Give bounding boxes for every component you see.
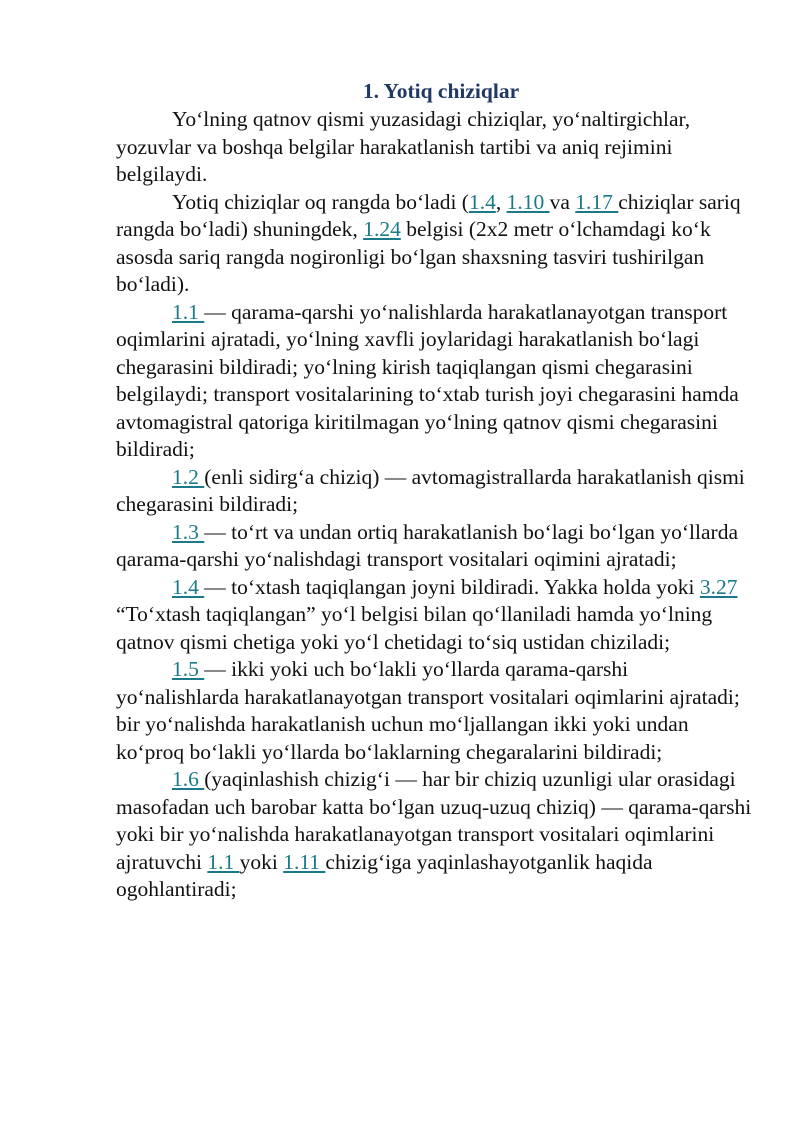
- text: Yotiq chiziqlar oq rangda bo‘ladi (: [172, 189, 469, 214]
- link-1-1-b[interactable]: 1.1: [207, 849, 240, 874]
- paragraph-colors: [116, 189, 756, 299]
- link-1-2[interactable]: 1.2: [172, 464, 205, 489]
- text: — qarama-qarshi yo‘nalishlarda harakatlanayotgan transport oqimlarini ajratadi, yo‘lning xavfli joylaridagi harakatlanish bo‘lagi chegarasini bildiradi; yo‘lning kirish taqiqlangan qismi chegarasini belgilaydi; transport vositalarining to‘xtab turish joyi chegarasini hamda avtomagistral qatoriga kiritilmagan yo‘lning qatnov qismi chegarasini bildiradi;: [116, 299, 739, 461]
- link-1-24[interactable]: 1.24: [363, 217, 401, 241]
- paragraph-1-6: [116, 766, 756, 904]
- paragraph-1-1: [116, 299, 756, 464]
- text: “To‘xtash taqiqlangan” yo‘l belgisi bilan qo‘llaniladi hamda yo‘lning qatnov qismi chetiga yoki yo‘l chetidagi to‘siq ustidan chiziladi;: [116, 602, 713, 654]
- text: — to‘rt va undan ortiq harakatlanish bo‘lagi bo‘lgan yo‘llarda qarama-qarshi yo‘nalishdagi transport vositalari oqimini ajratadi;: [116, 519, 739, 571]
- paragraph-1-2: [116, 464, 756, 519]
- text: va: [549, 189, 576, 214]
- text: — to‘xtash taqiqlangan joyni bildiradi. Yakka holda yoki: [204, 574, 700, 599]
- link-1-4[interactable]: 1.4: [468, 189, 496, 214]
- text: belgisi (2x2 metr o‘lchamdagi ko‘k asosda sariq rangda nogironligi bo‘lgan shaxsning tasviri tushirilgan bo‘ladi).: [116, 217, 711, 296]
- link-1-5[interactable]: 1.5: [172, 657, 205, 681]
- paragraph-1-5: [116, 656, 756, 766]
- text: — ikki yoki uch bo‘lakli yo‘llarda qarama-qarshi yo‘nalishlarda harakatlanayotgan transport vositalari oqimlarini ajratadi; bir yo‘nalishda harakatlanish uchun mo‘ljallangan ikki yoki undan ko‘proq bo‘lakli yo‘llarda bo‘laklarning chegaralarini bildiradi;: [116, 657, 740, 764]
- text: chiziqlar sariq rangda bo‘ladi) shuningdek,: [116, 189, 741, 241]
- section-title: 1. Yotiq chiziqlar: [362, 79, 520, 103]
- link-1-17[interactable]: 1.17: [575, 189, 619, 214]
- text: ,: [495, 189, 507, 214]
- paragraph-1-3: [116, 519, 756, 574]
- text: yoki: [239, 849, 284, 874]
- text: (yaqinlashish chizig‘i — har bir chiziq uzunligi ular orasidagi masofadan uch barobar katta bo‘lgan uzuq-uzuq chiziq) — qarama-qarshi yoki bir yo‘nalishda harakatlanayotgan transport vositalari oqimlarini ajratuvchi: [116, 767, 752, 874]
- paragraph-intro: Yo‘lning qatnov qismi yuzasidagi chiziqlar, yo‘naltirgichlar, yozuvlar va boshqa belgilar harakatlanish tartibi va aniq rejimini belgilaydi.: [116, 107, 691, 186]
- link-1-4-b[interactable]: 1.4: [172, 574, 205, 599]
- text: (enli sidirg‘a chiziq) — avtomagistrallarda harakatlanish qismi chegarasini bildiradi;: [116, 464, 745, 516]
- link-1-3[interactable]: 1.3: [172, 519, 205, 544]
- link-1-1[interactable]: 1.1: [172, 299, 205, 324]
- link-1-11[interactable]: 1.11: [283, 849, 326, 874]
- link-1-6[interactable]: 1.6: [172, 767, 205, 791]
- text: chizig‘iga yaqinlashayotganlik haqida ogohlantiradi;: [116, 849, 653, 901]
- paragraph-1-4: [116, 574, 756, 657]
- link-3-27[interactable]: 3.27: [699, 574, 738, 599]
- link-1-10[interactable]: 1.10: [506, 189, 550, 214]
- document-page: [116, 76, 756, 904]
